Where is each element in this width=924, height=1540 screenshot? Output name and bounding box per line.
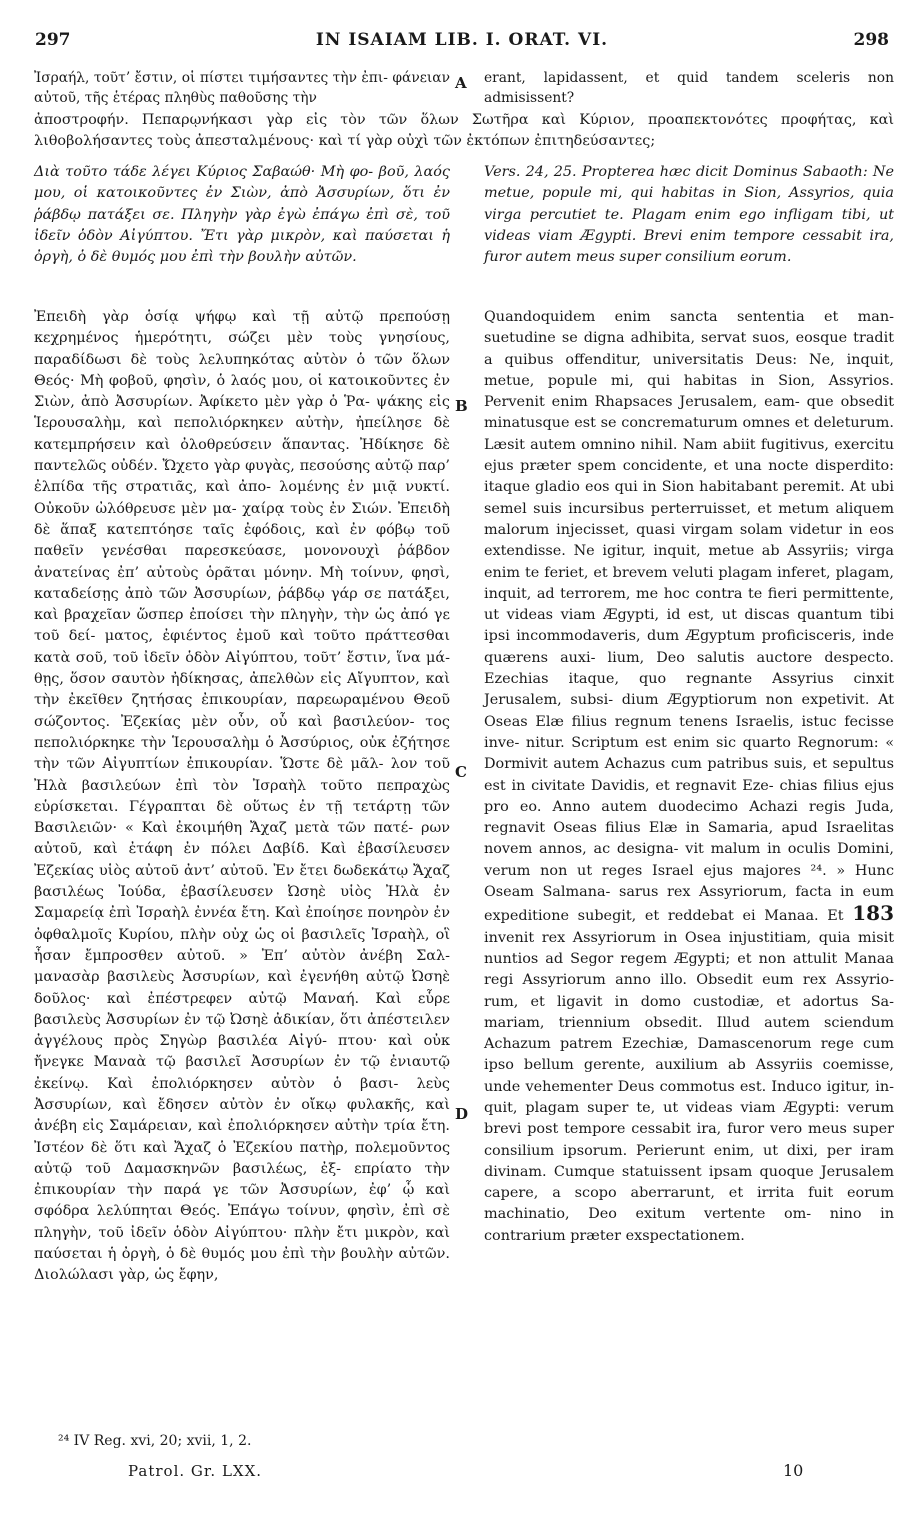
greek-full-width-lines: ἀποστροφήν. Πεπαρῳνήκασι γὰρ εἰς τὸν τῶν ὅλων Σωτῆρα καὶ Κύριον, προαπεκτονότες προφήτας, καὶ λιθοβολήσαντες τοὺς ἀπεσταλμένους· καὶ τί γὰρ οὐχὶ τῶν ἐκτόπων ἐπιτηδεύσαντες; — [34, 112, 894, 149]
sheet-number: 10 — [783, 1461, 804, 1480]
running-title: IN ISAIAM LIB. I. ORAT. VI. — [315, 30, 609, 50]
greek-opening-lines: Ἰσραήλ, τοῦτ’ ἔστιν, οἱ πίστει τιμήσαντες τὴν ἐπι- φάνειαν αὐτοῦ, τῆς ἑτέρας πληθὺς παθοῦσης τὴν — [34, 70, 450, 107]
greek-commentary: Ἐπειδὴ γὰρ ὁσίᾳ ψήφῳ καὶ τῇ αὐτῷ πρεπούσῃ κεχρημένος ἡμερότητι, σώζει μὲν τοὺς γνησίους, παραδίδωσι δὲ τοὺς λελυπηκότας αὐτὸν ὁ τῶν ὅλων Θεός· Μὴ φοβοῦ, φησὶν, ὁ λαός μου, οἱ κατοικοῦντες ἐν Σιὼν, ἀπὸ Ἀσσυρίων. Ἀφίκετο μὲν γὰρ ὁ Ῥα- ψάκης εἰς Ἱερουσαλὴμ, καὶ πεπολιόρκηκεν αὐτὴν, ἠπείλησε δὲ κατεμπρήσειν καὶ ὀλοθρεύσειν ἅπαντας. Ἠδίκησε δὲ παντελῶς οὐδέν. Ὤχετο γὰρ φυγὰς, πεσούσης αὐτῷ παρ’ ἐλπίδα τῆς στρατιᾶς, καὶ ἀπο- λομένης ἐν μιᾷ νυκτί. Οὐκοῦν ὠλόθρευσε μὲν μα- χαίρᾳ τοὺς ἐν Σιών. Ἐπειδὴ δὲ ἅπαξ κατεπτόησε ταῖς ἐφόδοις, καὶ ἐν φόβῳ τοῦ παθεῖν γενέσθαι παρεσκεύασε, μονονουχὶ ῥάβδον ἀνατείνας ἐπ’ αὐτοὺς ὁρᾶται μόνην. Μὴ τοίνυν, φησὶ, καταδείσῃς ἀπὸ τῶν Ἀσσυρίων, ῥάβδῳ γάρ σε πατάξει, καὶ βραχεῖαν ὥσπερ ἐποίσει τὴν πληγὴν, τὴν ὡς ἀπό γε τοῦ δεί- ματος, ἐφιέντος ἐμοῦ καὶ τοῦτο πράττεσθαι κατὰ σοῦ, τοῦ ἰδεῖν ὁδὸν Αἰγύπτου, τοῦτ’ ἔστιν, ἵνα μά- θῃς, ὅσον σαυτὸν ἠδίκησας, ἀπελθὼν εἰς Αἴγυπτον, καὶ τὴν ἐκεῖθεν ζητήσας ἐπικουρίαν, παρεωραμένου Θεοῦ σώζοντος. Ἐζεκίας μὲν οὖν, οὗ καὶ βασιλεύον- τος πεπολιόρκηκε τὴν Ἱερουσαλὴμ ὁ Ἀσσύριος, οὐκ ἐζήτησε τὴν τῶν Αἰγυπτίων ἐπικουρίαν. Ὥστε δὲ μᾶλ- λον τοῦ Ἠλὰ βασιλεύων ἐπὶ τὸν Ἰσραὴλ τοῦτο πεπραχὼς εὑρίσκεται. Γέγραπται δὲ οὕτως ἐν τῇ τετάρτῃ τῶν Βασιλειῶν· « Καὶ ἐκοιμήθη Ἄχαζ μετὰ τῶν πατέ- ρων αὐτοῦ, καὶ ἐτάφη ἐν πόλει Δαβίδ. Καὶ ἐβασίλευσεν Ἐζεκίας υἱὸς αὐτοῦ ἀντ’ αὐτοῦ. Ἐν ἔτει δωδεκάτῳ Ἄχαζ βασιλέως Ἰούδα, ἐβασίλευσεν Ὠσηὲ υἱὸς Ἠλὰ ἐν Σαμαρείᾳ ἐπὶ Ἰσραὴλ ἐννέα ἔτη. Καὶ ἐποίησε πονηρὸν ἐν ὀφθαλμοῖς Κυρίου, πλὴν οὐχ ὡς οἱ βασιλεῖς Ἰσραὴλ, οἳ ἦσαν ἔμπροσθεν αὐτοῦ. » Ἐπ’ αὐτὸν ἀνέβη Σαλ- μανασὰρ βασιλεὺς Ἀσσυρίων, καὶ ἐγενήθη αὐτῷ Ὠσηὲ δοῦλος· καὶ ἐπέστρεφεν αὐτῷ Μαναή. Καὶ εὗρε βασιλεὺς Ἀσσυρίων ἐν τῷ Ὠσηὲ ἀδικίαν, ὅτι ἀπέστειλεν ἀγγέλους πρὸς Σηγὼρ βασιλέα Αἰγύ- πτου· καὶ οὐκ ἤνεγκε Μαναὰ τῷ βασιλεῖ Ἀσσυρίων ἐν τῷ ἐνιαυτῷ ἐκείνῳ. Καὶ ἐπολιόρκησεν αὐτὸν ὁ βασι- λεὺς Ἀσσυρίων, καὶ ἔδησεν αὐτὸν ἐν οἴκῳ φυλακῆς, καὶ ἀνέβη εἰς Σαμάρειαν, καὶ ἐπολιόρκησεν αὐτὴν τρία ἔτη. Ἰστέον δὲ ὅτι καὶ Ἄχαζ ὁ Ἐζεκίου πατὴρ, πολεμοῦντος αὐτῷ τοῦ Δαμασκηνῶν βασιλέως, ἐξ- επρίατο τὴν ἐπικουρίαν τὴν παρά γε τῶν Ἀσσυρίων, ἐφ’ ᾧ καὶ σφόδρα λελύπηται Θεός. Ἐπάγω τοίνυν, φησὶν, ἐπὶ σὲ πληγὴν, τοῦ ἰδεῖν ὁδὸν Αἰγύπτου· πλὴν ἔτι μικρὸν, καὶ παύσεται ἡ ὀργὴ, ὁ δὲ θυμός μου ἐπὶ τὴν βουλὴν αὐτῶν. Διολώλασι γὰρ, ὡς ἔφην, — [34, 309, 450, 1284]
margin-marker-d: D — [455, 1105, 469, 1123]
latin-verse-lemma: Vers. 24, 25. Propterea hæc dicit Dominus Sabaoth: Ne metue, popule mi, qui habitas in Sion, Assyrios, quia virga percutiet te. Plagam enim ego infligam tibi, ut videas viam Ægypti. Brevi enim tempore cessabit ira, furor autem meus super consilium eorum. — [484, 164, 894, 266]
column-number-bold: 183 — [852, 901, 894, 926]
greek-verse-lemma: Διὰ τοῦτο τάδε λέγει Κύριος Σαβαώθ· Μὴ φο- βοῦ, λαός μου, οἱ κατοικοῦντες ἐν Σιὼν, ἀπὸ Ἀσσυρίων, ὅτι ἐν ῥάβδῳ πατάξει σε. Πληγὴν γὰρ ἐγὼ ἐπάγω ἐπὶ σὲ, τοῦ ἰδεῖν ὁδὸν Αἰγύπτου. Ἔτι γὰρ μικρὸν, καὶ παύσεται ἡ ὀργὴ, ὁ δὲ θυμός μου ἐπὶ τὴν βουλὴν αὐτῶν. — [34, 164, 450, 266]
page-number-right: 298 — [853, 30, 889, 50]
page-header — [30, 30, 894, 56]
page-number-left: 297 — [35, 30, 71, 50]
margin-marker-b: B — [455, 397, 468, 415]
latin-opening-lines: erant, lapidassent, et quid tandem sceleris non admisissent? — [484, 70, 894, 107]
latin-commentary — [484, 307, 894, 1247]
printer-signature: Patrol. Gr. LXX. — [128, 1462, 263, 1480]
latin-commentary-part-2: invenit rex Assyriorum in Osea injustitiam, quia misit nuntios ad Segor regem Ægypti; et non attulit Manaa regi Assyriorum anno illo. Obsedit eum rex Assyrio- rum, et ligavit in domo custodiæ, et adortus Sa- mariam, triennium obsedit. Illud autem sciendum Achazum patrem Ezechiæ, Damascenorum rege cum ipso bellum gerente, auxilium ab Assyriis coemisse, unde vehementer Deus commotus est. Induco igitur, in- quit, plagam super te, ut videas viam Ægypti: verum brevi post tempore cessabit ira, furor vero meus super consilium ipsorum. Perierunt enim, ut dixi, per iram divinam. Cumque statuissent ipsam quoque Jerusalem capere, a scopo aberrarunt, et irrita fuit eorum machinatio, Deo exitum vertente om- nino in contrarium præter exspectationem. — [484, 929, 894, 1244]
margin-marker-a: A — [455, 74, 467, 92]
margin-marker-c: C — [455, 763, 467, 781]
latin-commentary-part-1: Quandoquidem enim sancta sententia et man- suetudine se digna adhibita, servat suos, eosque tradit a quibus offenditur, universitatis Deus: Ne, inquit, metue, popule mi, qui habitas in Sion, Assyrios. Pervenit enim Rhapsaces Jerusalem, eam- que obsedit minatusque est se concrematurum omnes et deleturum. Læsit autem omnino nihil. Nam abiit fugitivus, exercitu ejus præter spem concidente, et una nocte disperdito: itaque gladio eos qui in Sion habitabant peremit. At ubi semel suis incursibus perterruisset, et metum aliquem malorum injecisset, quasi virgam solam videtur in eos extendisse. Ne igitur, inquit, metue ab Assyriis; virga enim te feriet, et brevem veluti plagam inferet, plagam, inquit, ad terrorem, me hoc contra te fieri permittente, ut videas viam Ægypti, id est, ut discas quantum tibi ipsi incommodaveris, dum Ægyptum proficisceris, inde quærens auxi- lium, Deo salutis auctore despecto. Ezechias itaque, quo regnante Assyrius cinxit Jerusalem, subsi- dium Ægyptiorum non expetivit. At Oseas Elæ filius regnum tenens Israelis, istuc fecisse inve- nitur. Scriptum est enim sic quarto Regnorum: « Dormivit autem Achazus cum patribus suis, et sepultus est in civitate Davidis, et regnavit Eze- chias filius ejus pro eo. Anno autem duodecimo Achazi regis Juda, regnavit Oseas filius Elæ in Samaria, apud Israelitas novem annos, ac designa- vit malum in oculis Domini, verum non ut reges Israel ejus majores ²⁴. » Hunc Oseam Salmana- sarus rex Assyriorum, facta in eum expeditione subegit, et reddebat ei Manaa. Et — [484, 309, 894, 925]
footnote: ²⁴ IV Reg. xvi, 20; xvii, 1, 2. — [58, 1433, 252, 1449]
